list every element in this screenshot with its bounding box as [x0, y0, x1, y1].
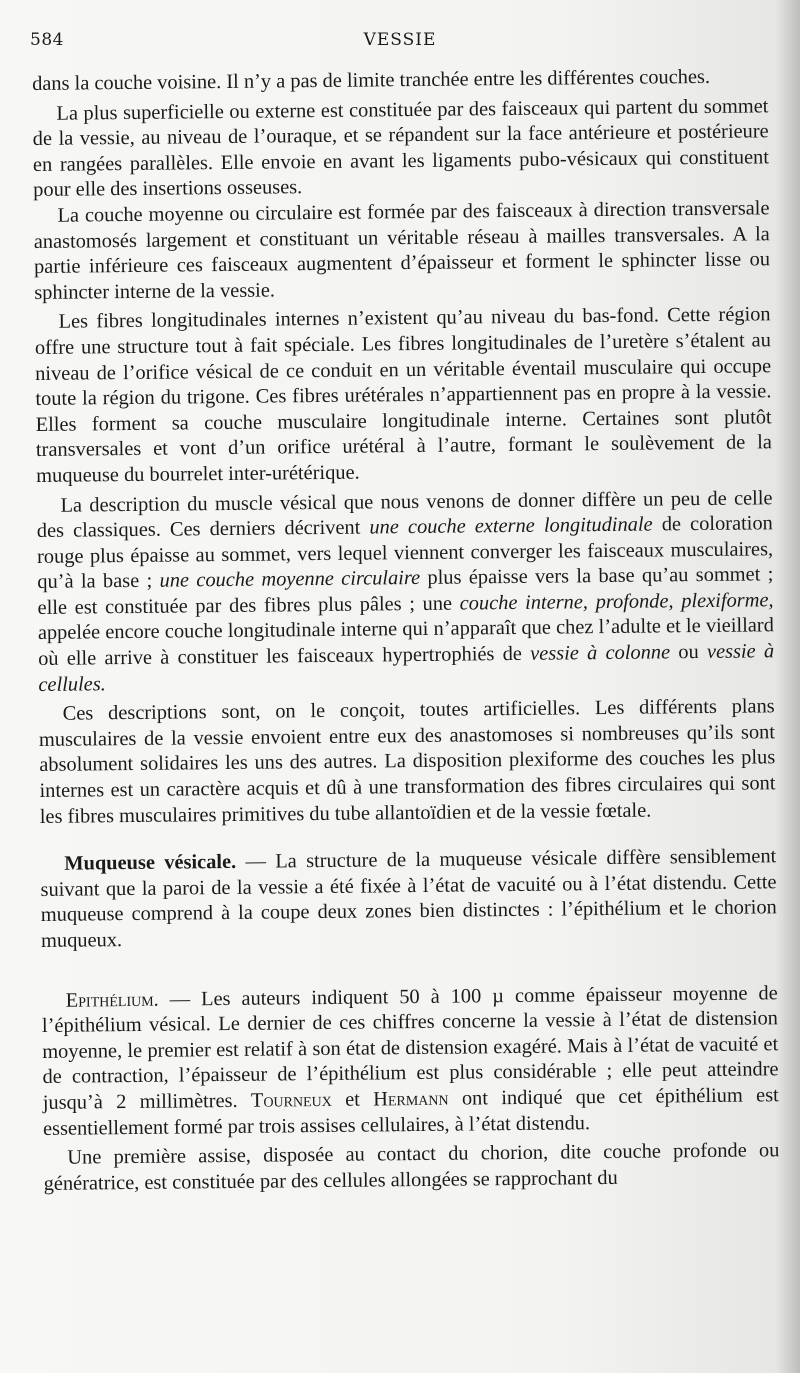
- section-heading-epithelium: Epithélium.: [65, 988, 159, 1012]
- text-run: — La structure de la muqueuse vésicale diffère sensiblement suivant que la paroi de la vessie a été fixée à l’état de vacuité ou à l’état distendu. Cette muqueuse comprend à la coupe deux zones bien distinctes : l’épithélium et le chorion muqueux.: [40, 845, 777, 952]
- italic-term: vessie à cellules.: [38, 640, 775, 696]
- paragraph-internal-longitudinal-fibers: Les fibres longitudinales internes n’existent qu’au niveau du bas-fond. Cette région offre une structure tout à fait spéciale. Les fibres longitudinales de l’uretère s’étalent au niveau de l’orifice vésical de ce conduit en un véritable éventail musculaire qui occupe toute la région du trigone. Ces fibres urétérales n’appartiennent pas en propre à la vessie. Elles forment sa couche musculaire longitudinale interne. Certaines sont plutôt transversales et vont d’un orifice urétéral à l’autre, formant le soulèvement de la muqueuse du bourrelet inter-urétérique.: [34, 303, 773, 487]
- text-run: — Les auteurs indiquent 50 à 100 µ comme épaisseur moyenne de l’épithélium vésical. Le dernier de ces chiffres concerne la vessie à l’état de distension moyenne, le premier est relatif à son état de distension exagéré. Mais à l’état de vacuité et de contraction, l’épaisseur de l’épithélium est plus considérable ; elle peut atteindre jusqu’à 2 millimètres.: [41, 981, 779, 1114]
- section-heading-mucosa: Muqueuse vésicale.: [64, 851, 237, 875]
- page-header: [30, 30, 770, 54]
- paragraph-artificial-descriptions: Ces descriptions sont, on le conçoit, toutes artificielles. Les différents plans musculaires de la vessie envoient entre eux des anastomoses si nombreuses qu’ils sont absolument solidaires les uns des autres. La disposition plexiforme des couches les plus internes est un caractère acquis et dû à une transformation des fibres circulaires qui sont les fibres musculaires primitives du tube allantoïdien et de la vessie fœtale.: [38, 695, 776, 828]
- page-number: 584: [30, 30, 64, 50]
- text-run: de coloration rouge plus épaisse au sommet, vers lequel viennent converger les faisceaux musculaires, qu’à la base ;: [36, 512, 774, 594]
- italic-term: vessie à colonne: [530, 641, 671, 665]
- text-run: La description du muscle vésical que nous venons de donner diffère un peu de celle des classiques. Ces derniers décrivent: [36, 486, 773, 543]
- author-name: Hermann: [373, 1087, 449, 1111]
- text-run: et: [331, 1088, 374, 1111]
- text-run: ou: [669, 641, 708, 664]
- body-text: [32, 64, 780, 1197]
- text-run: appelée encore couche longitudinale interne qui n’apparaît que chez l’adulte et le vieillard où elle arrive à constituer les faisceaux hypertrophiés de: [37, 614, 774, 671]
- text-run: ont indiqué que cet épithélium est essentiellement formé par trois assises cellulaires, à l’état distendu.: [42, 1084, 779, 1140]
- paragraph-external-layer: La plus superficielle ou externe est constituée par des faisceaux qui partent du sommet de la vessie, au niveau de l’ouraque, et se répandent sur la face antérieure et postérieure en rangées parallèles. Elle envoie en avant les ligaments pubo-vésicaux qui constituent pour elle des insertions osseuses.: [32, 94, 770, 202]
- italic-term: une couche moyenne circulaire: [159, 567, 421, 592]
- text-run: plus épaisse vers la base qu’au sommet ; elle est constituée par des fibres plus pâles ; une: [37, 563, 774, 619]
- paragraph-epithelium: [42, 981, 780, 1142]
- paragraph-first-layer: Une première assise, disposée au contact du chorion, dite couche profonde ou génératrice, est constituée par des cellules allongées se rapprochant du: [43, 1139, 780, 1195]
- paragraph-continuation: dans la couche voisine. Il n’y a pas de limite tranchée entre les différentes couches.: [32, 65, 711, 95]
- italic-term: couche interne, profonde, plexiforme,: [459, 589, 774, 615]
- paragraph-vesical-mucosa: [40, 844, 777, 954]
- paragraph-middle-layer: La couche moyenne ou circulaire est formée par des faisceaux à direction transversale anastomosés largement et constituant un véritable réseau à mailles transversales. A la partie inférieure ces faisceaux augmentent d’épaisseur et forment le sphincter lisse ou sphincter interne de la vessie.: [33, 197, 771, 304]
- italic-term: une couche externe longitudinale: [369, 513, 653, 539]
- running-title: VESSIE: [363, 30, 437, 50]
- author-name: Tourneux: [250, 1088, 332, 1112]
- paragraph-classical-description: [36, 486, 774, 698]
